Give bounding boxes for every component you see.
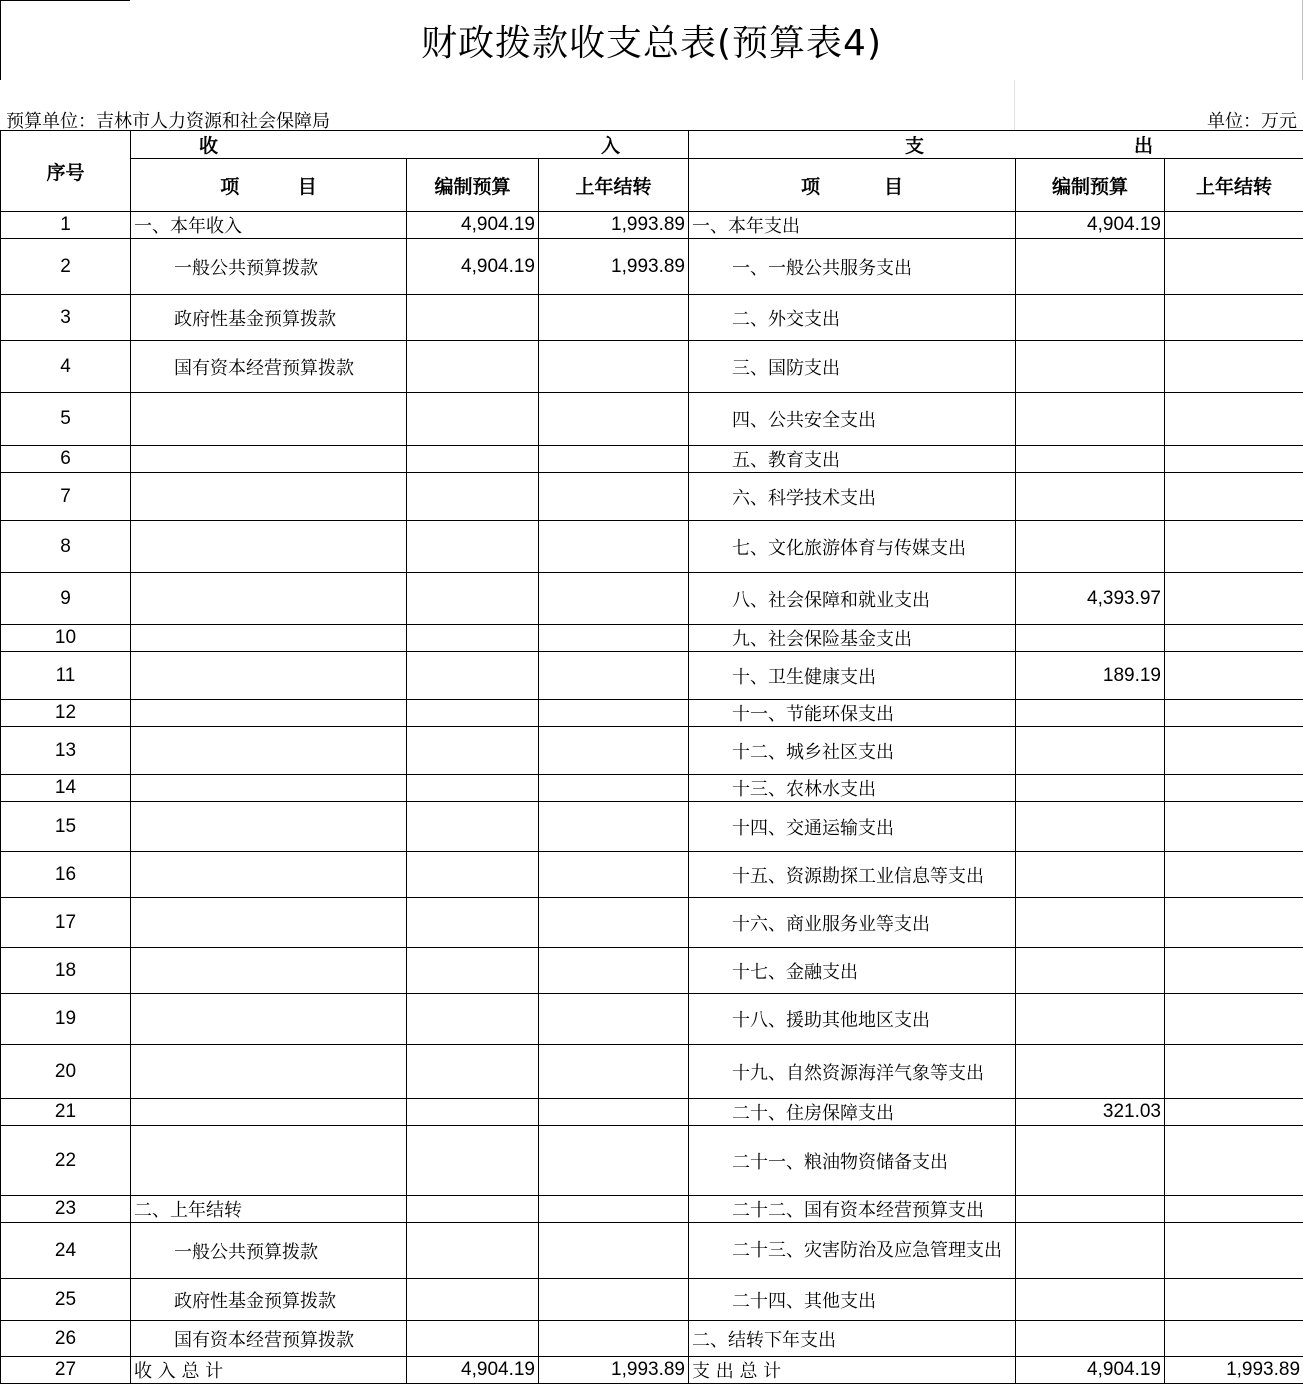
income-budget-cell (407, 341, 539, 393)
income-budget-cell (407, 948, 539, 994)
seq-cell: 27 (1, 1357, 131, 1384)
income-item-cell (131, 852, 407, 898)
expense-header-char-2: 出 (1134, 131, 1153, 158)
seq-cell: 18 (1, 948, 131, 994)
income-budget-cell (407, 802, 539, 852)
expense-item-cell: 二、外交支出 (689, 295, 1016, 341)
expense-budget-cell: 4,904.19 (1016, 1357, 1165, 1384)
seq-cell: 13 (1, 727, 131, 775)
expense-carry-cell (1165, 1223, 1303, 1279)
expense-group-header (689, 131, 1303, 159)
table-row (1, 1045, 1303, 1099)
expense-carry-cell (1165, 852, 1303, 898)
income-header-char-2: 入 (601, 131, 620, 158)
income-item-cell (131, 802, 407, 852)
table-row (1, 1126, 1303, 1196)
income-budget-cell (407, 700, 539, 727)
expense-item-cell: 十三、农林水支出 (689, 775, 1016, 802)
expense-budget-cell (1016, 1223, 1165, 1279)
seq-cell: 25 (1, 1279, 131, 1321)
item-header-char-1: 项 (220, 172, 239, 199)
budget-unit-label: 预算单位：吉林市人力资源和社会保障局 (6, 107, 330, 133)
expense-carry-cell: 1,993.89 (1165, 1357, 1303, 1384)
expense-carry-cell (1165, 1196, 1303, 1223)
title-box (0, 0, 1303, 80)
expense-carry-cell (1165, 652, 1303, 700)
income-carry-cell (539, 521, 689, 573)
income-budget-cell (407, 1126, 539, 1196)
seq-cell: 5 (1, 393, 131, 446)
expense-budget-cell (1016, 1279, 1165, 1321)
income-carry-cell (539, 1126, 689, 1196)
table-row (1, 1099, 1303, 1126)
income-carry-cell (539, 1321, 689, 1357)
expense-item-cell: 三、国防支出 (689, 341, 1016, 393)
table-row (1, 573, 1303, 625)
seq-cell: 15 (1, 802, 131, 852)
income-item-cell (131, 1045, 407, 1099)
expense-item-cell: 二十四、其他支出 (689, 1279, 1016, 1321)
seq-cell: 2 (1, 239, 131, 295)
income-budget-cell (407, 521, 539, 573)
expense-item-cell: 九、社会保险基金支出 (689, 625, 1016, 652)
income-budget-cell (407, 652, 539, 700)
seq-cell: 6 (1, 446, 131, 473)
expense-carry-cell (1165, 1099, 1303, 1126)
income-budget-cell (407, 852, 539, 898)
expense-budget-cell: 4,393.97 (1016, 573, 1165, 625)
table-row (1, 994, 1303, 1045)
income-budget-cell: 4,904.19 (407, 239, 539, 295)
income-item-cell (131, 727, 407, 775)
expense-item-cell: 十九、自然资源海洋气象等支出 (689, 1045, 1016, 1099)
table-row (1, 521, 1303, 573)
income-item-cell (131, 994, 407, 1045)
expense-carry-cell (1165, 212, 1303, 239)
expense-carry-cell (1165, 625, 1303, 652)
expense-item-cell: 十八、援助其他地区支出 (689, 994, 1016, 1045)
expense-budget-cell (1016, 625, 1165, 652)
income-item-cell (131, 652, 407, 700)
seq-cell: 1 (1, 212, 131, 239)
expense-budget-cell: 189.19 (1016, 652, 1165, 700)
income-item-cell: 收 入 总 计 (131, 1357, 407, 1384)
table-row (1, 727, 1303, 775)
expense-carry-cell (1165, 239, 1303, 295)
income-budget-cell (407, 1321, 539, 1357)
expense-budget-cell (1016, 727, 1165, 775)
expense-item-cell: 五、教育支出 (689, 446, 1016, 473)
income-carry-cell (539, 727, 689, 775)
income-budget-cell (407, 625, 539, 652)
income-budget-cell (407, 775, 539, 802)
seq-cell: 10 (1, 625, 131, 652)
expense-item-cell: 十七、金融支出 (689, 948, 1016, 994)
income-header-char-1: 收 (199, 131, 218, 158)
income-item-cell (131, 473, 407, 521)
income-carry-cell (539, 295, 689, 341)
income-budget-cell (407, 727, 539, 775)
income-carry-cell (539, 1196, 689, 1223)
expense-item-cell: 二、结转下年支出 (689, 1321, 1016, 1357)
income-carry-cell (539, 948, 689, 994)
table-row (1, 446, 1303, 473)
expense-carry-cell (1165, 994, 1303, 1045)
income-budget-cell (407, 473, 539, 521)
seq-cell: 11 (1, 652, 131, 700)
income-item-cell (131, 573, 407, 625)
income-budget-cell (407, 446, 539, 473)
income-carry-cell (539, 802, 689, 852)
seq-cell: 23 (1, 1196, 131, 1223)
table-row (1, 295, 1303, 341)
header-row-group (1, 131, 1303, 159)
expense-carry-cell (1165, 727, 1303, 775)
income-carry-cell (539, 1279, 689, 1321)
income-item-cell (131, 948, 407, 994)
seq-cell: 17 (1, 898, 131, 948)
income-budget-cell (407, 1099, 539, 1126)
income-carry-cell (539, 341, 689, 393)
table-row (1, 700, 1303, 727)
income-carry-cell (539, 652, 689, 700)
seq-cell: 16 (1, 852, 131, 898)
table-row (1, 1196, 1303, 1223)
expense-item-cell: 二十二、国有资本经营预算支出 (689, 1196, 1016, 1223)
income-item-cell: 一、本年收入 (131, 212, 407, 239)
seq-header: 序号 (1, 131, 131, 212)
seq-cell: 7 (1, 473, 131, 521)
expense-carry-cell (1165, 573, 1303, 625)
expense-item-cell: 八、社会保障和就业支出 (689, 573, 1016, 625)
seq-cell: 14 (1, 775, 131, 802)
item-header-char-1: 项 (801, 172, 820, 199)
expense-carry-cell (1165, 948, 1303, 994)
expense-budget-cell: 321.03 (1016, 1099, 1165, 1126)
expense-budget-cell (1016, 521, 1165, 573)
income-carry-cell (539, 852, 689, 898)
seq-cell: 3 (1, 295, 131, 341)
income-item-cell: 国有资本经营预算拨款 (131, 1321, 407, 1357)
table-row (1, 212, 1303, 239)
table-row (1, 1357, 1303, 1384)
expense-item-cell: 六、科学技术支出 (689, 473, 1016, 521)
expense-carry-cell (1165, 341, 1303, 393)
income-carry-cell (539, 1045, 689, 1099)
expense-header-char-1: 支 (905, 131, 924, 158)
expense-item-cell: 十一、节能环保支出 (689, 700, 1016, 727)
expense-item-cell: 二十三、灾害防治及应急管理支出 (689, 1223, 1016, 1279)
seq-cell: 22 (1, 1126, 131, 1196)
income-carry-cell (539, 994, 689, 1045)
income-item-cell (131, 1126, 407, 1196)
expense-item-header (689, 159, 1016, 212)
seq-cell: 19 (1, 994, 131, 1045)
item-header-char-2: 目 (298, 172, 317, 199)
expense-budget-cell (1016, 1045, 1165, 1099)
income-item-header (131, 159, 407, 212)
income-item-cell (131, 393, 407, 446)
page-title: 财政拨款收支总表(预算表4) (421, 15, 882, 66)
income-budget-cell (407, 898, 539, 948)
expense-budget-cell (1016, 898, 1165, 948)
income-item-cell: 政府性基金预算拨款 (131, 295, 407, 341)
table-row (1, 1279, 1303, 1321)
table-row (1, 341, 1303, 393)
income-carry-cell (539, 700, 689, 727)
expense-budget-cell (1016, 948, 1165, 994)
income-item-cell (131, 446, 407, 473)
expense-carry-cell (1165, 446, 1303, 473)
expense-budget-cell: 4,904.19 (1016, 212, 1165, 239)
seq-cell: 21 (1, 1099, 131, 1126)
income-item-cell: 政府性基金预算拨款 (131, 1279, 407, 1321)
income-item-cell (131, 521, 407, 573)
expense-budget-cell (1016, 393, 1165, 446)
income-carry-cell (539, 393, 689, 446)
expense-item-cell: 支 出 总 计 (689, 1357, 1016, 1384)
expense-budget-cell (1016, 852, 1165, 898)
income-carry-cell: 1,993.89 (539, 239, 689, 295)
table-row (1, 948, 1303, 994)
income-budget-header: 编制预算 (407, 159, 539, 212)
expense-item-cell: 十四、交通运输支出 (689, 802, 1016, 852)
seq-cell: 24 (1, 1223, 131, 1279)
expense-budget-header: 编制预算 (1016, 159, 1165, 212)
income-item-cell: 一般公共预算拨款 (131, 239, 407, 295)
table-row (1, 802, 1303, 852)
table-row (1, 625, 1303, 652)
expense-item-cell: 二十一、粮油物资储备支出 (689, 1126, 1016, 1196)
expense-budget-cell (1016, 994, 1165, 1045)
expense-carry-cell (1165, 295, 1303, 341)
expense-budget-cell (1016, 1126, 1165, 1196)
expense-carry-cell (1165, 473, 1303, 521)
budget-table (0, 130, 1303, 1384)
seq-cell: 26 (1, 1321, 131, 1357)
income-budget-cell: 4,904.19 (407, 1357, 539, 1384)
income-carry-cell (539, 1223, 689, 1279)
income-carry-cell (539, 573, 689, 625)
income-budget-cell (407, 573, 539, 625)
income-group-header (131, 131, 689, 159)
expense-item-cell: 十五、资源勘探工业信息等支出 (689, 852, 1016, 898)
income-carry-cell (539, 898, 689, 948)
expense-carry-cell (1165, 802, 1303, 852)
item-header-char-2: 目 (884, 172, 903, 199)
expense-carry-cell (1165, 898, 1303, 948)
table-row (1, 1223, 1303, 1279)
expense-carry-cell (1165, 1126, 1303, 1196)
income-budget-cell (407, 393, 539, 446)
income-carry-cell (539, 775, 689, 802)
income-budget-cell (407, 1223, 539, 1279)
seq-cell: 9 (1, 573, 131, 625)
expense-item-cell: 十二、城乡社区支出 (689, 727, 1016, 775)
expense-budget-cell (1016, 295, 1165, 341)
expense-carry-cell (1165, 393, 1303, 446)
table-row (1, 1321, 1303, 1357)
expense-item-cell: 十六、商业服务业等支出 (689, 898, 1016, 948)
expense-carry-cell (1165, 1279, 1303, 1321)
table-row (1, 852, 1303, 898)
table-body (1, 212, 1303, 1384)
income-carry-cell (539, 1099, 689, 1126)
income-carry-cell: 1,993.89 (539, 212, 689, 239)
expense-budget-cell (1016, 1196, 1165, 1223)
income-item-cell: 二、上年结转 (131, 1196, 407, 1223)
expense-budget-cell (1016, 239, 1165, 295)
seq-cell: 12 (1, 700, 131, 727)
expense-item-cell: 一、一般公共服务支出 (689, 239, 1016, 295)
expense-budget-cell (1016, 341, 1165, 393)
income-carry-cell (539, 473, 689, 521)
income-item-cell (131, 625, 407, 652)
table-row (1, 473, 1303, 521)
income-budget-cell (407, 295, 539, 341)
income-item-cell (131, 898, 407, 948)
table-row (1, 898, 1303, 948)
income-budget-cell (407, 994, 539, 1045)
grid-divider (1014, 80, 1015, 130)
expense-budget-cell (1016, 775, 1165, 802)
income-item-cell (131, 775, 407, 802)
income-item-cell (131, 1099, 407, 1126)
income-carry-header: 上年结转 (539, 159, 689, 212)
expense-budget-cell (1016, 473, 1165, 521)
expense-item-cell: 十、卫生健康支出 (689, 652, 1016, 700)
expense-carry-cell (1165, 700, 1303, 727)
expense-carry-cell (1165, 1045, 1303, 1099)
table-row (1, 239, 1303, 295)
expense-carry-cell (1165, 521, 1303, 573)
expense-item-cell: 四、公共安全支出 (689, 393, 1016, 446)
table-row (1, 393, 1303, 446)
expense-item-cell: 七、文化旅游体育与传媒支出 (689, 521, 1016, 573)
header-row-columns (1, 159, 1303, 212)
expense-carry-cell (1165, 1321, 1303, 1357)
income-carry-cell (539, 446, 689, 473)
expense-item-cell: 一、本年支出 (689, 212, 1016, 239)
expense-item-cell: 二十、住房保障支出 (689, 1099, 1016, 1126)
expense-carry-header: 上年结转 (1165, 159, 1303, 212)
currency-unit-label: 单位：万元 (1207, 107, 1297, 133)
expense-budget-cell (1016, 700, 1165, 727)
expense-budget-cell (1016, 802, 1165, 852)
seq-cell: 20 (1, 1045, 131, 1099)
income-budget-cell (407, 1196, 539, 1223)
income-carry-cell (539, 625, 689, 652)
income-item-cell: 一般公共预算拨款 (131, 1223, 407, 1279)
expense-budget-cell (1016, 446, 1165, 473)
seq-cell: 4 (1, 341, 131, 393)
income-budget-cell (407, 1045, 539, 1099)
income-budget-cell (407, 1279, 539, 1321)
income-item-cell: 国有资本经营预算拨款 (131, 341, 407, 393)
income-item-cell (131, 700, 407, 727)
expense-budget-cell (1016, 1321, 1165, 1357)
table-row (1, 775, 1303, 802)
table-row (1, 652, 1303, 700)
income-budget-cell: 4,904.19 (407, 212, 539, 239)
seq-cell: 8 (1, 521, 131, 573)
expense-carry-cell (1165, 775, 1303, 802)
income-carry-cell: 1,993.89 (539, 1357, 689, 1384)
